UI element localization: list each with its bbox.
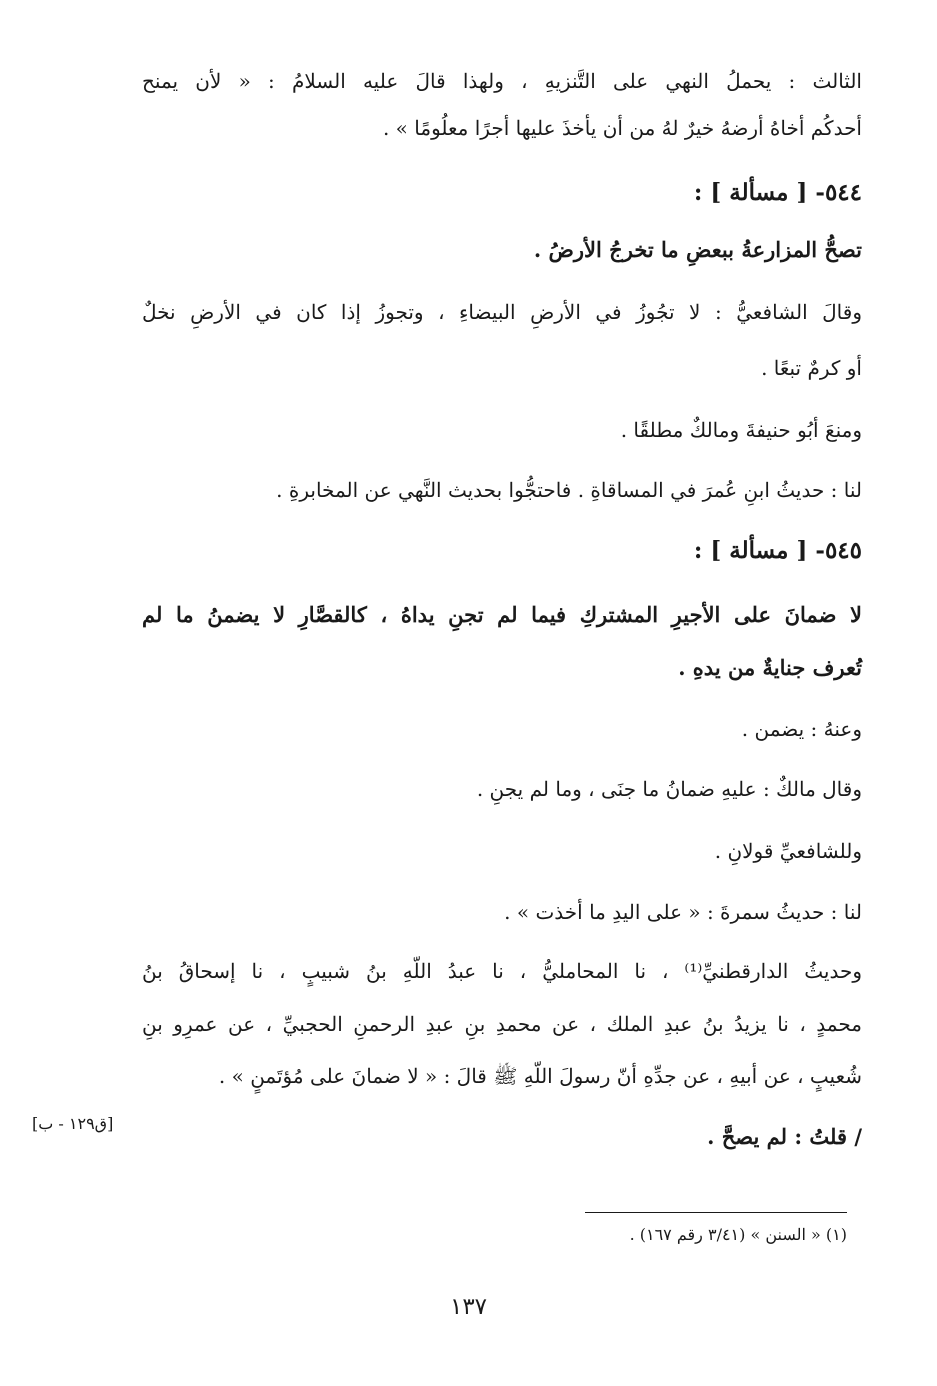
issue-statement: لا ضمانَ على الأجيرِ المشتركِ فيما لم تجنِ يداهُ ، كالقصَّارِ لا يضمنُ ما لم [142, 602, 862, 627]
paragraph-line: أو كرمٌ تبعًا . [761, 356, 862, 380]
paragraph-line: الثالث : يحملُ النهي على التَّنزيهِ ، ولهذا قالَ عليه السلامُ : « لأن يمنح [142, 69, 862, 93]
closing-remark: / قلتُ : لم يصحَّ . [707, 1124, 862, 1149]
paragraph-line: محمدٍ ، نا يزيدُ بنُ عبدِ الملك ، عن محمدِ بنِ عبدِ الرحمنِ الحجبيِّ ، عن عمرِو بنِ [142, 1012, 862, 1036]
paragraph-line: شُعيبٍ ، عن أبيهِ ، عن جدِّهِ أنّ رسولَ اللّهِ ﷺ قالَ : « لا ضمانَ على مُؤتَمنٍ » . [218, 1064, 862, 1088]
issue-statement: تُعرف جنايةٌ من يدهِ . [678, 655, 862, 680]
paragraph-line: وقالَ الشافعيُّ : لا تجُوزُ في الأرضِ البيضاءِ ، وتجوزُ إذا كان في الأرضِ نخلٌ [142, 300, 862, 324]
manuscript-folio-note: [ق١٢٩ - ب] [32, 1114, 114, 1133]
paragraph-line: وحديثُ الدارقطنيِّ⁽¹⁾ ، نا المحامليُّ ، نا عبدُ اللّهِ بنُ شبيبٍ ، نا إسحاقُ بنُ [142, 959, 862, 983]
issue-heading-545: ٥٤٥- [ مسألة ] : [693, 537, 862, 564]
issue-statement: تصحُّ المزارعةُ ببعضِ ما تخرجُ الأرضُ . [533, 237, 862, 262]
paragraph-line: لنا : حديثُ ابنِ عُمرَ في المساقاةِ . فاحتجُّوا بحديث النَّهي عن المخابرةِ . [276, 478, 862, 502]
paragraph-line: لنا : حديثُ سمرةَ : « على اليدِ ما أخذت » . [504, 900, 862, 924]
paragraph-line: وللشافعيِّ قولانِ . [714, 839, 862, 863]
footnote-divider [585, 1212, 847, 1213]
paragraph-line: ومنعَ أبُو حنيفةَ ومالكٌ مطلقًا . [620, 418, 862, 442]
page-number: ١٣٧ [449, 1294, 488, 1320]
paragraph-line: وقال مالكٌ : عليهِ ضمانُ ما جنَى ، وما لم يجنِ . [476, 777, 862, 801]
paragraph-line: وعنهُ : يضمن . [741, 717, 862, 741]
issue-heading-544: ٥٤٤- [ مسألة ] : [693, 179, 862, 206]
footnote: (١) « السنن » (٣/٤١ رقم ١٦٧) . [629, 1225, 847, 1244]
paragraph-line: أحدكُم أخاهُ أرضهُ خيرٌ لهُ من أن يأخذَ عليها أجرًا معلُومًا » . [382, 116, 862, 140]
